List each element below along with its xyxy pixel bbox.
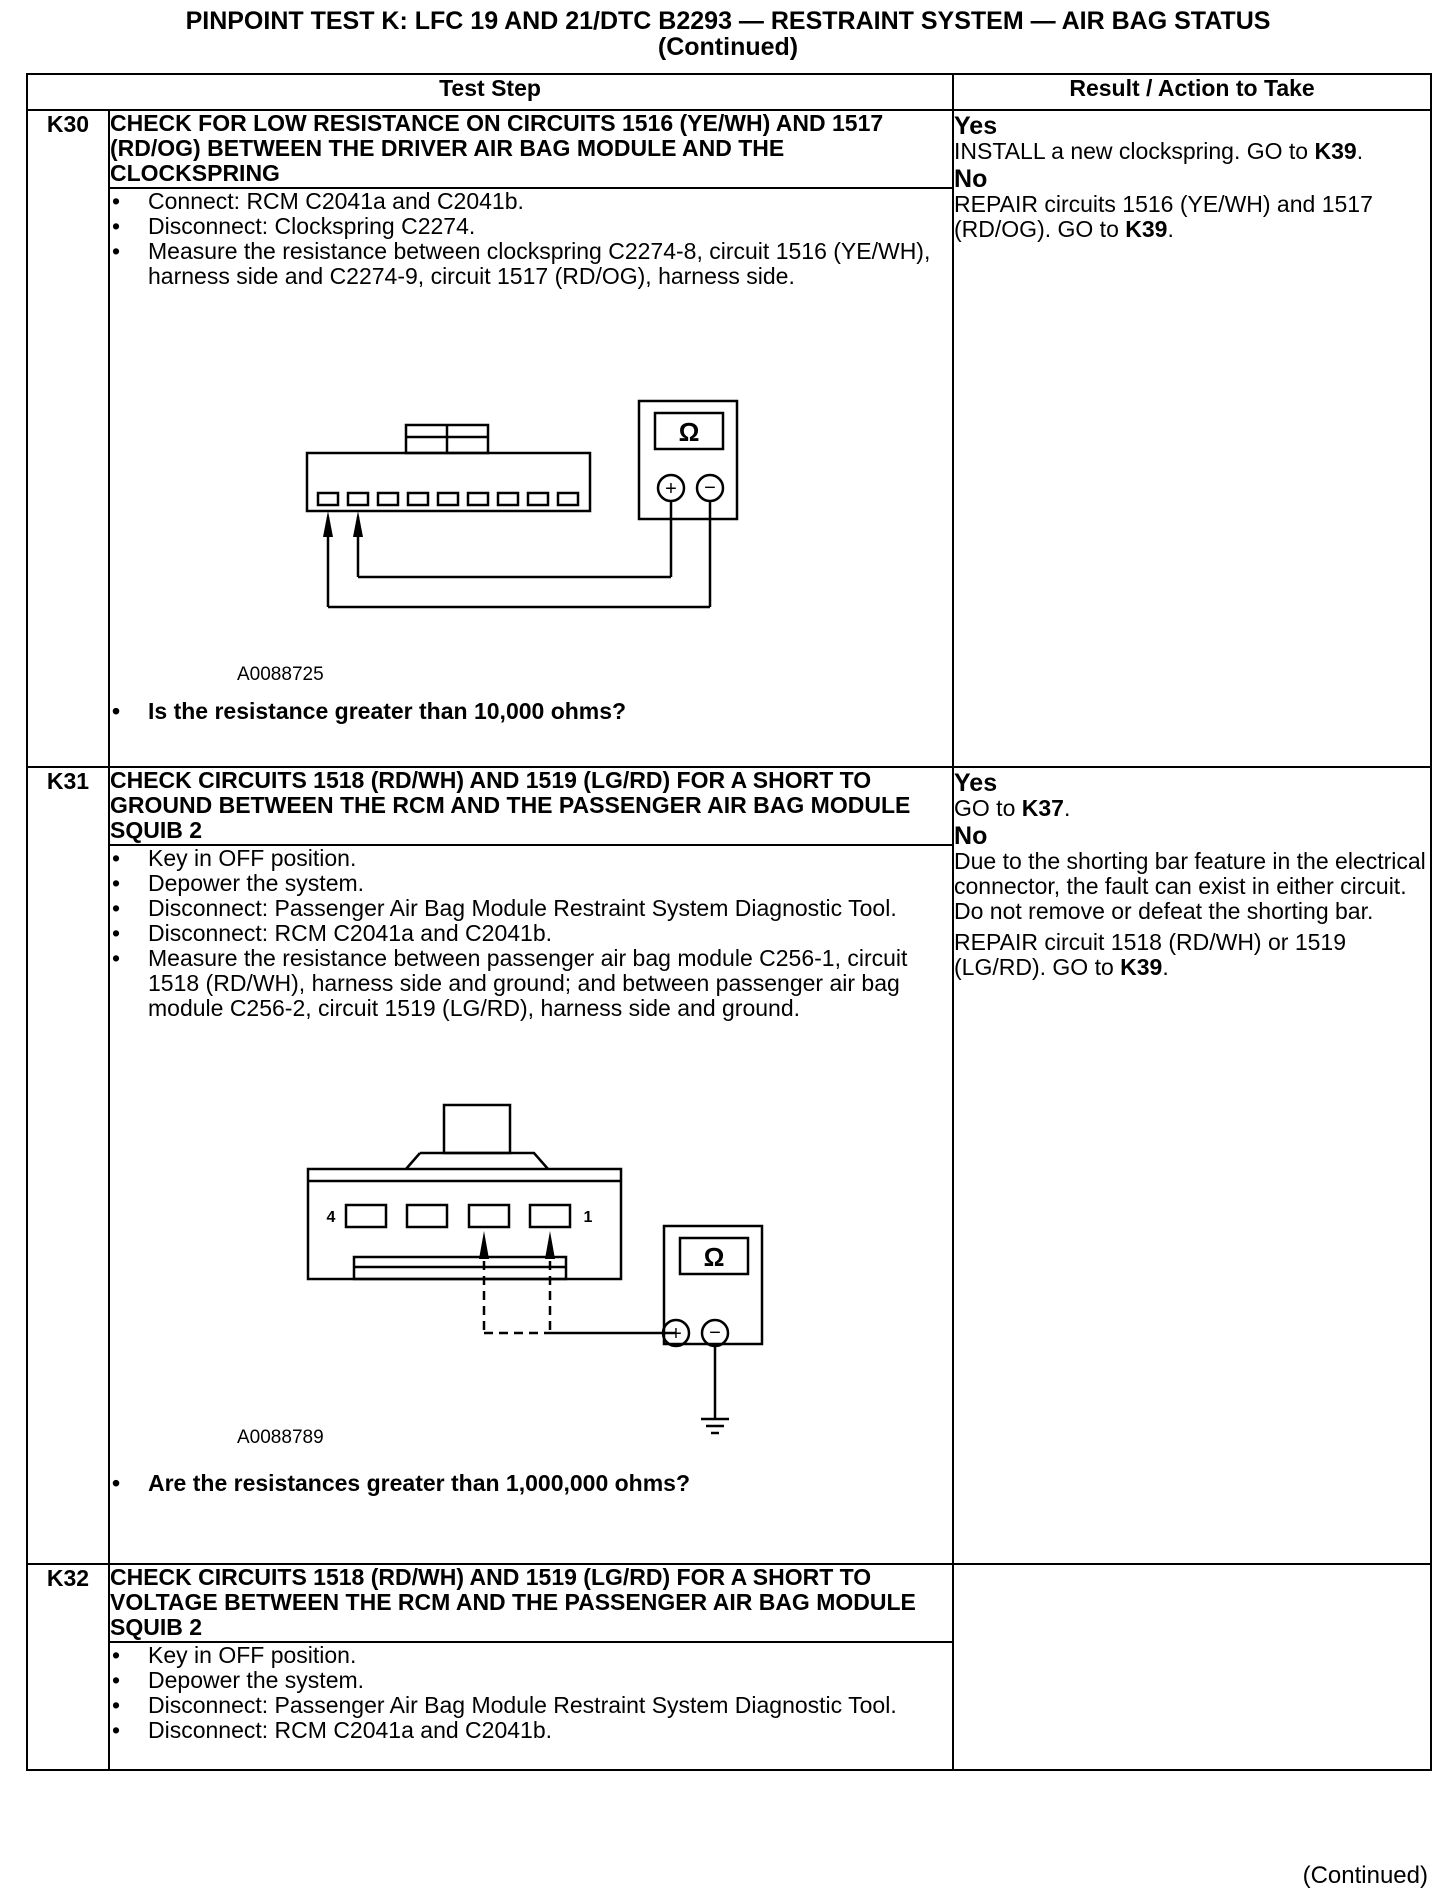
continued-footer: (Continued) [1302,1862,1428,1889]
instruction-item: • Key in OFF position. [148,846,952,871]
step-title: CHECK FOR LOW RESISTANCE ON CIRCUITS 1516 (YE/WH) AND 1517 (RD/OG) BETWEEN THE DRIVER AIR BAG MODULE AND THE CLOCKSPRING [109,110,953,188]
step-body [109,1642,953,1770]
result-yes-label: Yes [954,112,998,140]
result-no-label: No [954,822,988,850]
result-no-text: REPAIR circuit 1518 (RD/WH) or 1519 (LG/RD). GO to K39. [954,929,1346,980]
step-body [109,845,953,1564]
instruction-item: • Depower the system. [148,1668,952,1693]
page-title-line1: PINPOINT TEST K: LFC 19 AND 21/DTC B2293 — RESTRAINT SYSTEM — AIR BAG STATUS [185,7,1271,35]
page-title [0,8,1456,60]
passenger-airbag-connector-drawing [110,1021,730,1471]
step-number: K30 [27,110,109,767]
svg-text:+: + [670,1323,682,1345]
instruction-list [110,189,952,289]
step-row-k31 [27,767,1431,845]
instruction-item: • Disconnect: Clockspring C2274. [148,214,952,239]
figure-id: A0088725 [237,664,324,685]
step-number: K32 [27,1564,109,1770]
result-yes-text: GO to K37. [954,795,1071,821]
svg-text:−: − [704,477,716,499]
step-title: CHECK CIRCUITS 1518 (RD/WH) AND 1519 (LG/RD) FOR A SHORT TO VOLTAGE BETWEEN THE RCM AND THE PASSENGER AIR BAG MODULE SQUIB 2 [109,1564,953,1642]
instruction-item: • Disconnect: Passenger Air Bag Module Restraint System Diagnostic Tool. [148,896,952,921]
goto-link: K39 [1120,954,1163,980]
goto-link: K39 [1125,216,1168,242]
svg-text:−: − [709,1322,721,1344]
clockspring-connector-drawing [110,289,716,689]
ohmmeter-diagram [110,1021,952,1471]
pin-number: 1 [583,1209,593,1226]
result-yes-text: INSTALL a new clockspring. GO to K39. [954,138,1364,164]
svg-text:+: + [665,478,677,500]
instruction-list [110,846,952,1021]
step-row-k32 [27,1564,1431,1642]
result-no-label: No [954,165,988,193]
question-list [110,1471,952,1496]
instruction-item: • Disconnect: RCM C2041a and C2041b. [148,1718,952,1743]
result-no-text: REPAIR circuits 1516 (YE/WH) and 1517 (RD/OG). GO to K39. [954,191,1373,242]
ohm-symbol: Ω [703,1242,725,1272]
result-no-note: Due to the shorting bar feature in the electrical connector, the fault can exist in either circuit. Do not remove or defeat the shorting bar. [954,848,1426,924]
result-cell [953,767,1431,1564]
result-cell [953,110,1431,767]
instruction-item: • Disconnect: RCM C2041a and C2041b. [148,921,952,946]
pin-number: 4 [326,1209,336,1226]
column-header-test-step: Test Step [27,74,953,110]
ohm-symbol: Ω [678,417,700,447]
result-yes-label: Yes [954,769,998,797]
question-list [110,699,952,724]
instruction-item: • Depower the system. [148,871,952,896]
result-cell [953,1564,1431,1770]
step-body [109,188,953,767]
instruction-item: • Connect: RCM C2041a and C2041b. [148,189,952,214]
instruction-item: • Key in OFF position. [148,1643,952,1668]
instruction-item: • Measure the resistance between clockspring C2274-8, circuit 1516 (YE/WH), harness side and C2274-9, circuit 1517 (RD/OG), harness side. [148,239,952,289]
goto-link: K39 [1314,138,1357,164]
step-question: • Are the resistances greater than 1,000,000 ohms? [148,1471,952,1496]
goto-link: K37 [1021,795,1064,821]
column-header-result: Result / Action to Take [953,74,1431,110]
page-title-line2: (Continued) [657,33,799,61]
instruction-list [110,1643,952,1743]
pinpoint-test-table [26,73,1432,1771]
instruction-item: • Disconnect: Passenger Air Bag Module Restraint System Diagnostic Tool. [148,1693,952,1718]
instruction-item: • Measure the resistance between passenger air bag module C256-1, circuit 1518 (RD/WH), harness side and ground; and between passenger air bag module C256-2, circuit 1519 (LG/RD), harness side and ground. [148,946,952,1021]
figure-id: A0088789 [237,1427,324,1448]
step-title: CHECK CIRCUITS 1518 (RD/WH) AND 1519 (LG/RD) FOR A SHORT TO GROUND BETWEEN THE RCM AND THE PASSENGER AIR BAG MODULE SQUIB 2 [109,767,953,845]
step-number: K31 [27,767,109,1564]
step-question: • Is the resistance greater than 10,000 ohms? [148,699,952,724]
step-row-k30 [27,110,1431,188]
ohmmeter-diagram [110,289,952,699]
